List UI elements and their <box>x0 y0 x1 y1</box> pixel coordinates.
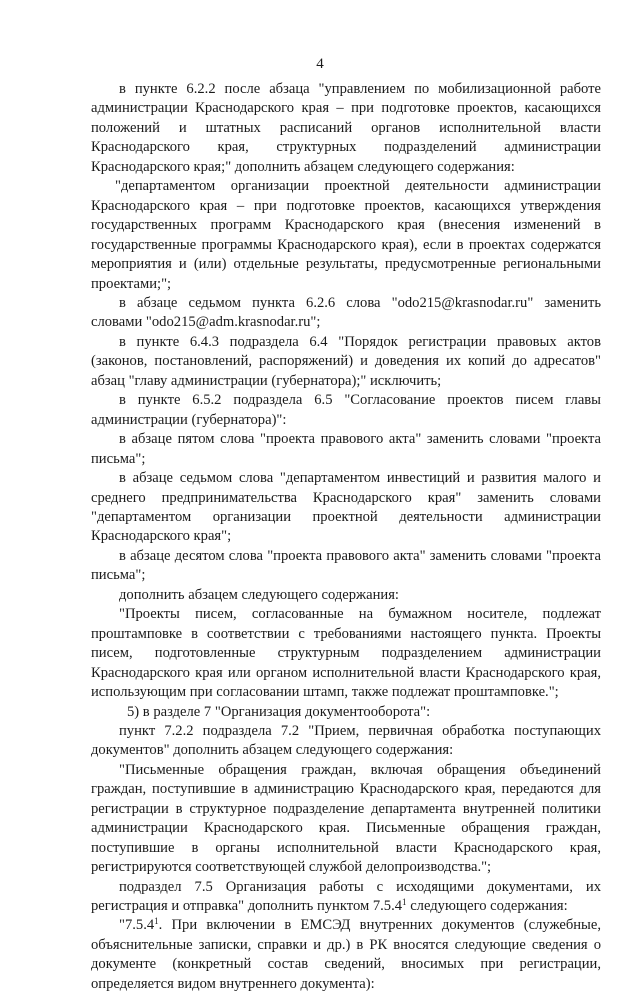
superscript: 1 <box>154 916 159 927</box>
paragraph: "департаментом организации проектной деятельности администрации Краснодарского края – при подготовке проектов, касающихся утверждения государственных программ Краснодарского края (внесения изменений в государственные программы Краснодарского края), если в проектах содержатся мероприятия и (или) отдельные результаты, предусмотренные региональными проектами;"; <box>91 178 601 292</box>
paragraph: "Проекты писем, согласованные на бумажном носителе, подлежат проштамповке в соответствии с требованиями настоящего пункта. Проекты писем, подготовленные структурным подразделением администрации Краснодарского края или органом исполнительной власти Краснодарского края, использующим при согласовании штамп, также подлежат проштамповке."; <box>91 606 601 701</box>
paragraph: в абзаце седьмом слова "департаментом инвестиций и развития малого и среднего предпринимательства Краснодарского края" заменить словами "департаментом организации проектной деятельности администрации Краснодарского края"; <box>91 470 601 545</box>
paragraph: в абзаце пятом слова "проекта правового акта" заменить словами "проекта письма"; <box>91 431 601 467</box>
superscript: 1 <box>402 897 407 908</box>
paragraph: пункт 7.2.2 подраздела 7.2 "Прием, первичная обработка поступающих документов" дополнить абзацем следующего содержания: <box>91 722 601 759</box>
section-item-5: 5) в разделе 7 "Организация документооборота": <box>127 703 431 720</box>
paragraph: "Письменные обращения граждан, включая обращения объединений граждан, поступившие в администрацию Краснодарского края, передаются для регистрации в структурное подразделение департамента внутренней политики администрации Краснодарского края. Письменные обращения граждан, поступившие в органы исполнительной власти Краснодарского края, регистрируются соответствующей службой делопроизводства."; <box>91 761 601 876</box>
paragraph: в абзаце десятом слова "проекта правового акта" заменить словами "проекта письма"; <box>91 547 601 584</box>
document-body <box>91 80 601 994</box>
paragraph: в пункте 6.2.2 после абзаца "управлением по мобилизационной работе администрации Краснодарского края – при подготовке проектов, касающихся положений и штатных расписаний органов исполнительной власти Краснодарского края, структурных подразделений администрации Краснодарского края;" дополнить абзацем следующего содержания: <box>91 81 601 175</box>
paragraph-text: . При включении в ЕМСЭД внутренних документов (служебные, объяснительные записки, справки и др.) в РК вносятся следующие сведения о документе (конкретный состав сведений, вносимых при регистрации, определяется видом внутреннего документа): <box>91 917 601 992</box>
paragraph: в пункте 6.4.3 подраздела 6.4 "Порядок регистрации правовых актов (законов, постановлений, распоряжений) и доведения их копий до адресатов" абзац "главу администрации (губернатора);" исключить; <box>91 333 601 389</box>
paragraph: в пункте 6.5.2 подраздела 6.5 "Согласование проектов писем главы администрации (губернатора)": <box>91 392 601 428</box>
paragraph-text: подраздел 7.5 Организация работы с исходящими документами, их регистрация и отправка" дополнить пунктом 7.5.4 <box>91 878 601 915</box>
paragraph: в абзаце седьмом пункта 6.2.6 слова "odo215@krasnodar.ru" заменить словами "odo215@adm.krasnodar.ru"; <box>91 294 601 331</box>
page-number: 4 <box>316 56 324 72</box>
paragraph: дополнить абзацем следующего содержания: <box>119 586 399 603</box>
paragraph-text: "7.5.4 <box>119 917 155 934</box>
paragraph <box>91 916 601 994</box>
paragraph-text: следующего содержания: <box>406 898 568 915</box>
paragraph <box>91 878 601 917</box>
